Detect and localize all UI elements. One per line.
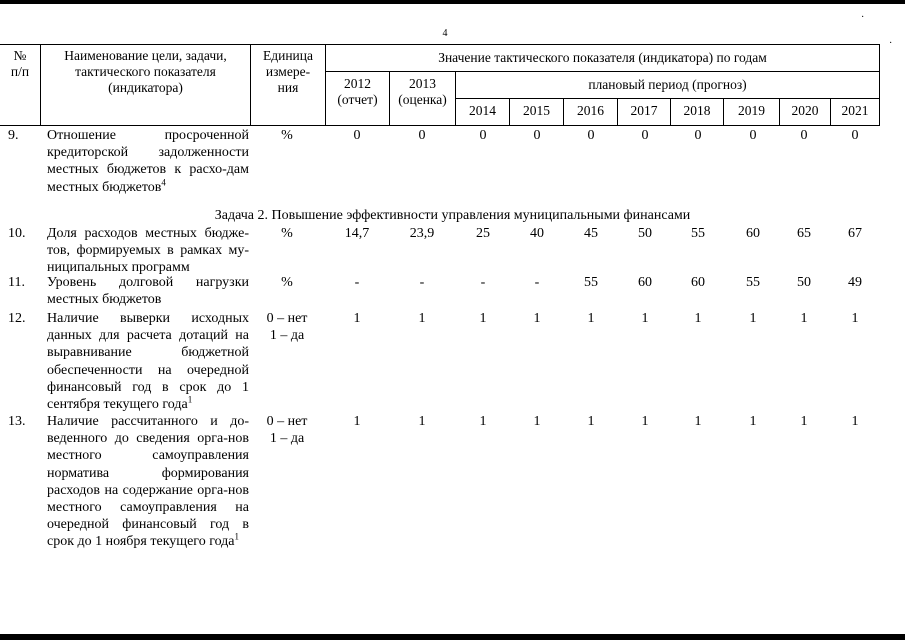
speck: · <box>861 12 865 23</box>
row-value: - <box>480 275 486 290</box>
row-indicator-text: Наличие рассчитанного и до-веденного до сведения орга-нов местного самоуправления норматива формирования расходов на содержание орга-нов местного самоуправления на очередной финансовый год в срок до 1 ноября текущего года <box>47 414 249 550</box>
row-value: 60 <box>691 275 705 290</box>
header-2013: 2013 (оценка) <box>398 76 447 107</box>
footnote-mark: 1 <box>234 531 240 542</box>
speck: · <box>889 38 893 49</box>
row-indicator-text: Отношение просроченной кредиторской задолженности местных бюджетов к расхо-дам местных бюджетов <box>47 128 249 195</box>
row-number: 13. <box>8 414 26 429</box>
row-value: 1 <box>587 414 595 429</box>
footnote-mark: 1 <box>187 394 193 405</box>
header-year: 2017 <box>630 103 658 118</box>
row-value: 1 <box>533 414 541 429</box>
header-year: 2016 <box>577 103 604 118</box>
row-value: 1 <box>749 311 757 326</box>
row-value: 0 <box>800 128 808 143</box>
row-value: 67 <box>848 226 862 241</box>
header-year: 2019 <box>738 103 765 118</box>
row-value: 49 <box>848 275 862 290</box>
row-indicator-text: Уровень долговой нагрузки местных бюджетов <box>47 275 249 308</box>
row-value: 55 <box>584 275 598 290</box>
top-border <box>0 0 905 4</box>
row-unit: 0 – нет 1 – да <box>266 311 308 343</box>
page-number: 4 <box>442 28 448 39</box>
row-value: 0 <box>353 128 361 143</box>
row-value: 0 <box>851 128 859 143</box>
row-value: 55 <box>691 226 705 241</box>
header-year: 2020 <box>791 103 819 118</box>
row-value: 1 <box>533 311 541 326</box>
header-year: 2018 <box>683 103 711 118</box>
header-year: 2021 <box>841 103 869 118</box>
row-value: 1 <box>479 414 487 429</box>
header-name-col: Наименование цели, задачи, тактического показателя (индикатора) <box>64 48 227 95</box>
row-value: 1 <box>641 414 649 429</box>
row-value: 1 <box>479 311 487 326</box>
row-value: 1 <box>800 311 808 326</box>
row-unit: % <box>281 226 293 241</box>
row-unit: % <box>281 128 293 143</box>
row-indicator-name <box>47 274 249 308</box>
row-unit: 0 – нет 1 – да <box>266 414 308 446</box>
bottom-border <box>0 634 905 640</box>
header-2012: 2012 (отчет) <box>337 76 378 107</box>
row-indicator-text: Наличие выверки исходных данных для расчета дотаций на выравнивание бюджетной обеспеченности на очередной финансовый год в срок до 1 сентября текущего года <box>47 311 249 413</box>
header-values-col: Значение тактического показателя (индикатора) по годам <box>438 50 767 65</box>
row-number: 9. <box>8 128 19 143</box>
row-value: 0 <box>479 128 487 143</box>
row-value: 0 <box>418 128 426 143</box>
row-value: 1 <box>418 414 426 429</box>
row-value: 1 <box>353 311 361 326</box>
row-indicator-name <box>47 225 249 277</box>
row-number: 11. <box>8 275 25 290</box>
row-indicator-name <box>47 310 249 413</box>
row-value: - <box>354 275 360 290</box>
row-value: 50 <box>638 226 652 241</box>
row-value: 1 <box>851 311 859 326</box>
row-value: 60 <box>746 226 760 241</box>
row-value: 0 <box>533 128 541 143</box>
row-value: 25 <box>476 226 490 241</box>
row-value: 50 <box>797 275 811 290</box>
row-value: - <box>534 275 540 290</box>
row-value: 55 <box>746 275 760 290</box>
row-number: 12. <box>8 311 26 326</box>
row-value: 0 <box>587 128 595 143</box>
row-unit: % <box>281 275 293 290</box>
row-value: 65 <box>797 226 811 241</box>
header-year: 2014 <box>469 103 496 118</box>
task-heading: Задача 2. Повышение эффективности управления муниципальными финансами <box>214 208 691 223</box>
row-value: 60 <box>638 275 652 290</box>
row-value: 1 <box>694 414 702 429</box>
row-value: 40 <box>530 226 544 241</box>
row-value: 45 <box>584 226 598 241</box>
header-unit-col: Единица измере- ния <box>262 48 313 95</box>
row-indicator-name <box>47 413 249 551</box>
header-year: 2015 <box>523 103 550 118</box>
row-value: 1 <box>749 414 757 429</box>
row-value: 1 <box>418 311 426 326</box>
row-indicator-text: Доля расходов местных бюдже-тов, формируемых в рамках му-ниципальных программ <box>47 226 249 276</box>
row-number: 10. <box>8 226 26 241</box>
row-value: 23,9 <box>409 226 435 241</box>
row-value: 14,7 <box>344 226 370 241</box>
footnote-mark: 4 <box>161 176 166 187</box>
row-value: 0 <box>641 128 649 143</box>
row-value: - <box>419 275 425 290</box>
header-plan-period: плановый период (прогноз) <box>588 77 747 92</box>
row-indicator-name <box>47 127 249 196</box>
row-value: 0 <box>749 128 757 143</box>
row-value: 1 <box>641 311 649 326</box>
row-value: 1 <box>587 311 595 326</box>
row-value: 0 <box>694 128 702 143</box>
row-value: 1 <box>800 414 808 429</box>
row-value: 1 <box>694 311 702 326</box>
row-value: 1 <box>353 414 361 429</box>
header-number-col: № п/п <box>10 48 30 79</box>
row-value: 1 <box>851 414 859 429</box>
